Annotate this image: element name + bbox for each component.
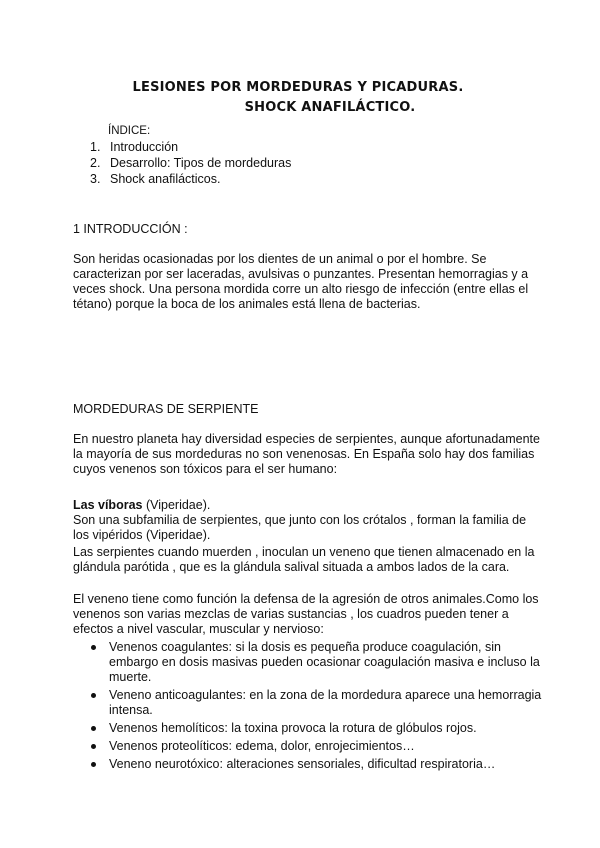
viboras-heading <box>73 498 543 513</box>
list-item-text: Veneno anticoagulantes: en la zona de la mordedura aparece una hemorragia intensa. <box>109 688 542 717</box>
list-item-text: Venenos proteolíticos: edema, dolor, enrojecimientos… <box>109 739 415 753</box>
list-item <box>88 688 548 718</box>
document-title-line-2: SHOCK ANAFILÁCTICO. <box>244 100 416 115</box>
bullet-icon <box>91 762 96 767</box>
toc-item <box>90 172 291 188</box>
toc-text: Shock anafilácticos. <box>110 172 221 186</box>
bullet-icon <box>91 693 96 698</box>
bullet-icon <box>91 744 96 749</box>
toc-text: Introducción <box>110 140 179 154</box>
list-item <box>88 739 548 754</box>
bullet-icon <box>91 726 96 731</box>
bullet-icon <box>91 645 96 650</box>
viboras-paragraph-1: Son una subfamilia de serpientes, que junto con los crótalos , forman la familia de los vipéridos (Viperidae). <box>73 513 527 542</box>
list-item-text: Venenos hemolíticos: la toxina provoca la rotura de glóbulos rojos. <box>109 721 477 735</box>
introduction-paragraph: Son heridas ocasionadas por los dientes de un animal o por el hombre. Se caracterizan por ser laceradas, avulsivas o punzantes. Presentan hemorragias y a veces shock. Una persona mordida corre un alto riesgo de infección (entre ellas el tétano) porque la boca de los animales está llena de bacterias. <box>73 252 529 311</box>
viboras-bold-term: Las víboras <box>73 498 143 512</box>
index-label: ÍNDICE: <box>108 125 151 137</box>
venom-types-list <box>88 640 548 775</box>
toc-number: 2. <box>90 156 101 170</box>
table-of-contents <box>90 140 291 188</box>
section-heading-introduction: 1 INTRODUCCIÓN : <box>73 222 188 236</box>
toc-text: Desarrollo: Tipos de mordeduras <box>110 156 292 170</box>
venom-paragraph: El veneno tiene como función la defensa de la agresión de otros animales.Como los venenos son varias mezclas de varias sustancias , los cuadros pueden tener a efectos a nivel vascular, muscular y nervioso: <box>73 592 539 636</box>
list-item <box>88 640 548 685</box>
list-item <box>88 757 548 772</box>
toc-item <box>90 156 291 172</box>
document-title-line-1: LESIONES POR MORDEDURAS Y PICADURAS. <box>132 80 464 95</box>
toc-number: 3. <box>90 172 101 186</box>
toc-item <box>90 140 291 156</box>
viboras-latin-name: (Viperidae). <box>142 498 211 512</box>
section-heading-snake-bites: MORDEDURAS DE SERPIENTE <box>73 402 259 416</box>
list-item-text: Venenos coagulantes: si la dosis es pequeña produce coagulación, sin embargo en dosis masivas pueden ocasionar coagulación masiva e incluso la muerte. <box>109 640 540 684</box>
toc-number: 1. <box>90 140 101 154</box>
viboras-paragraph-2: Las serpientes cuando muerden , inoculan un veneno que tienen almacenado en la glándula parótida , que es la glándula salival situada a ambos lados de la cara. <box>73 545 535 574</box>
list-item-text: Veneno neurotóxico: alteraciones sensoriales, dificultad respiratoria… <box>109 757 496 771</box>
list-item <box>88 721 548 736</box>
snake-intro-paragraph: En nuestro planeta hay diversidad especies de serpientes, aunque afortunadamente la mayoría de sus mordeduras no son venenosas. En España solo hay dos familias cuyos venenos son tóxicos para el ser humano: <box>73 432 540 476</box>
